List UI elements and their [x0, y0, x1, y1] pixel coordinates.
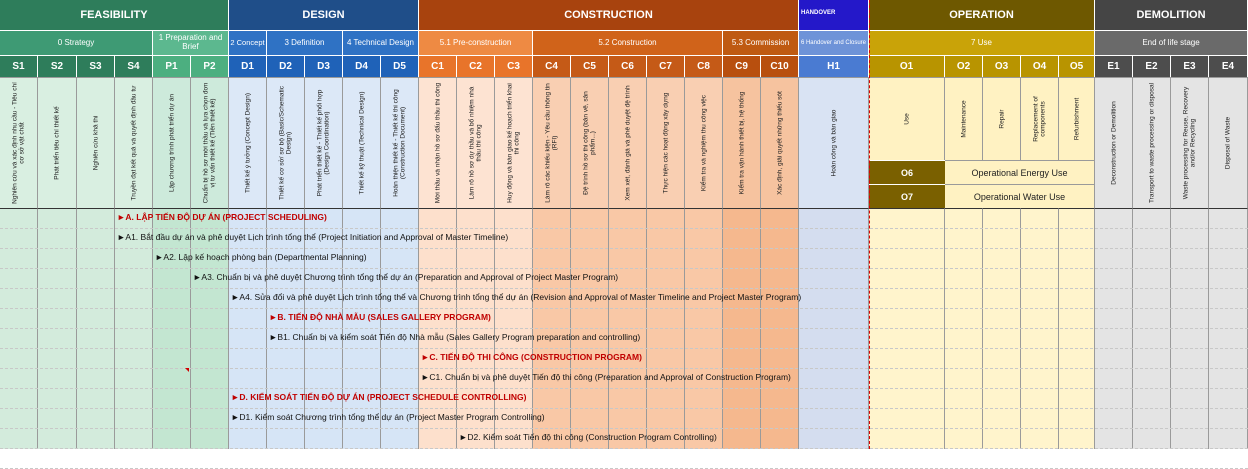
- column-code: C9: [723, 55, 761, 77]
- stage-header: 5.2 Construction: [533, 30, 723, 55]
- column-description-text: Use: [902, 113, 910, 125]
- activity-item: ►A1. Bắt đầu dự án và phê duyệt Lịch trình tổng thể (Project Initiation and Approval of Master Timeline): [117, 232, 509, 242]
- stage-header: 1 Preparation and Brief: [153, 30, 229, 55]
- column-description-text: Thiết kế kỹ thuật (Technical Design): [357, 91, 365, 195]
- column-description: [1095, 77, 1133, 208]
- column-description: [1059, 77, 1095, 160]
- column-description-text: Thực hiện các hoạt động xây dựng: [661, 92, 669, 194]
- column-code: O3: [983, 55, 1021, 77]
- column-description-text: Disposal of Waste: [1224, 116, 1232, 170]
- column-code: E1: [1095, 55, 1133, 77]
- column-description-text: Repair: [997, 109, 1005, 129]
- row-gridline: [0, 388, 1248, 389]
- column-description-text: Hoàn công và bàn giao: [829, 109, 837, 177]
- column-description-text: Làm rõ hồ sơ dự thầu và bổ nhiệm nhà thầu thi công: [468, 86, 483, 200]
- column-code: C10: [761, 55, 799, 77]
- column-code: S3: [77, 55, 115, 77]
- column-description: [1209, 77, 1248, 208]
- column-description: [1171, 77, 1209, 208]
- column-description-text: Thiết kế ý tưởng (Concept Design): [243, 92, 251, 194]
- note-marker: [185, 368, 189, 372]
- column-description: [457, 77, 495, 208]
- operation-label: Operational Energy Use: [945, 160, 1095, 184]
- section-heading: ►A. LẬP TIẾN ĐỘ DỰ ÁN (PROJECT SCHEDULING): [117, 212, 327, 222]
- column-code: S1: [0, 55, 38, 77]
- column-code: D4: [343, 55, 381, 77]
- column-description-text: Kiểm tra và nghiệm thu công việc: [699, 94, 707, 192]
- column-description-text: Transport to waste processing or disposal: [1147, 82, 1155, 204]
- section-heading: ►B. TIẾN ĐỘ NHÀ MẪU (SALES GALLERY PROGRAM): [269, 312, 491, 322]
- column-code: H1: [799, 55, 869, 77]
- phase-header: DEMOLITION: [1095, 0, 1248, 30]
- column-description: [267, 77, 305, 208]
- column-code: E4: [1209, 55, 1248, 77]
- column-code: C6: [609, 55, 647, 77]
- column-description-text: Hoàn thiện thiết kế - Thiết kế thi công (Construction Document): [392, 89, 407, 197]
- row-gridline: [0, 308, 1248, 309]
- column-description-text: Mời thầu và nhận hồ sơ đấu thầu thi công: [433, 82, 441, 204]
- column-code: S4: [115, 55, 153, 77]
- column-code: C3: [495, 55, 533, 77]
- column-description: [381, 77, 419, 208]
- stage-header: End of life stage: [1095, 30, 1248, 55]
- activity-item: ►D2. Kiểm soát Tiến độ thi công (Construction Program Controlling): [459, 432, 717, 442]
- column-description: [305, 77, 343, 208]
- column-description-text: Nghiên cứu khả thi: [91, 115, 99, 171]
- column-description-text: Refurbishment: [1072, 97, 1080, 141]
- column-description-text: Làm rõ các khiếu kiện - Yêu cầu thông tin (RFI): [544, 83, 559, 203]
- column-description: [38, 77, 77, 208]
- column-description-text: Thiết kế cơ sở/ sơ bộ (Basic/Schematic Design): [278, 86, 293, 200]
- column-code: C7: [647, 55, 685, 77]
- activity-item: ►A4. Sửa đổi và phê duyệt Lịch trình tổng thể và Chương trình tổng thể dự án (Revision and Approval of Master Timeline and Project Master Program): [231, 292, 802, 302]
- column-code: C2: [457, 55, 495, 77]
- column-description: [533, 77, 571, 208]
- column-code: P1: [153, 55, 191, 77]
- column-description-text: Phát triển tiêu chí thiết kế: [53, 106, 61, 180]
- column-description: [723, 77, 761, 208]
- column-description: [0, 77, 38, 208]
- operation-code: O7: [869, 184, 945, 208]
- column-code: D1: [229, 55, 267, 77]
- column-description-text: Replacement of components: [1032, 96, 1047, 142]
- column-description: [1133, 77, 1171, 208]
- row-gridline: [0, 248, 1248, 249]
- row-gridline: [0, 288, 1248, 289]
- stage-header: 6 Handover and Closure: [799, 30, 869, 55]
- column-description: [229, 77, 267, 208]
- column-description: [77, 77, 115, 208]
- column-description-text: Huy động và bàn giao kế hoạch triển khai thi công: [506, 83, 521, 203]
- column-description-text: Deconstruction or Demolition: [1109, 101, 1117, 185]
- section-heading: ►D. KIỂM SOÁT TIẾN ĐỘ DỰ ÁN (PROJECT SCHEDULE CONTROLLING): [231, 392, 527, 402]
- activity-item: ►D1. Kiểm soát Chương trình tổng thể dự án (Project Master Program Controlling): [231, 412, 545, 422]
- row-gridline: [0, 328, 1248, 329]
- column-code: O1: [869, 55, 945, 77]
- column-description-text: Truyền đạt kết quả và quyết định đầu tư: [129, 85, 137, 201]
- phase-header: FEASIBILITY: [0, 0, 229, 30]
- phase-header: DESIGN: [229, 0, 419, 30]
- column-description-text: Nghiên cứu và xác định nhu cầu - Tiêu chí cơ sở vật chất: [11, 82, 26, 204]
- section-heading: ►C. TIẾN ĐỘ THI CÔNG (CONSTRUCTION PROGRAM): [421, 352, 642, 362]
- column-description: [495, 77, 533, 208]
- column-description: [647, 77, 685, 208]
- column-description-text: Kiểm tra vận hành thiết bị, hệ thống: [737, 91, 745, 195]
- operation-label: Operational Water Use: [945, 184, 1095, 208]
- activity-item: ►C1. Chuẩn bị và phê duyệt Tiến độ thi công (Preparation and Approval of Construction Program): [421, 372, 791, 382]
- stage-header: 5.3 Commission: [723, 30, 799, 55]
- row-gridline: [0, 268, 1248, 269]
- column-description: [191, 77, 229, 208]
- column-code: D2: [267, 55, 305, 77]
- row-gridline: [0, 348, 1248, 349]
- activity-item: ►B1. Chuẩn bị và kiểm soát Tiến độ Nhà mẫu (Sales Gallery Program preparation and controlling): [269, 332, 641, 342]
- column-code: S2: [38, 55, 77, 77]
- column-description-text: Chuẩn bị hồ sơ mời thầu và lựa chọn đơn vị tư vấn thiết kế (Tiền thiết kế): [202, 82, 217, 204]
- column-code: C4: [533, 55, 571, 77]
- stage-header: 3 Definition: [267, 30, 343, 55]
- column-description: [609, 77, 647, 208]
- column-description: [153, 77, 191, 208]
- column-code: O2: [945, 55, 983, 77]
- column-description: [419, 77, 457, 208]
- column-description: [571, 77, 609, 208]
- column-code: D3: [305, 55, 343, 77]
- stage-header: 0 Strategy: [0, 30, 153, 55]
- column-code: C8: [685, 55, 723, 77]
- column-description: [869, 77, 945, 160]
- column-description: [761, 77, 799, 208]
- column-code: C1: [419, 55, 457, 77]
- column-description: [1021, 77, 1059, 160]
- row-gridline: [0, 408, 1248, 409]
- activity-item: ►A3. Chuẩn bị và phê duyệt Chương trình tổng thể dự án (Preparation and Approval of Project Master Program): [193, 272, 619, 282]
- stage-header: 4 Technical Design: [343, 30, 419, 55]
- phase-header: OPERATION: [869, 0, 1095, 30]
- column-description-text: Lập chương trình phát triển dự án: [167, 94, 175, 192]
- phase-header: HANDOVER: [799, 0, 869, 30]
- stage-header: 2 Concept: [229, 30, 267, 55]
- column-description: [115, 77, 153, 208]
- column-description-text: Phát triển thiết kế - Thiết kế phối hợp (Design Coordination): [316, 89, 331, 197]
- activity-item: ►A2. Lập kế hoạch phòng ban (Departmental Planning): [155, 252, 367, 262]
- row-gridline: [0, 228, 1248, 229]
- column-description-text: Maintenance: [959, 100, 967, 138]
- column-code: O5: [1059, 55, 1095, 77]
- column-description-text: Đệ trình hồ sơ thi công (bản vẽ, sản phẩm...): [582, 91, 597, 195]
- stage-header: 5.1 Pre-construction: [419, 30, 533, 55]
- column-code: E3: [1171, 55, 1209, 77]
- column-code: C5: [571, 55, 609, 77]
- column-code: P2: [191, 55, 229, 77]
- column-code: O4: [1021, 55, 1059, 77]
- column-code: E2: [1133, 55, 1171, 77]
- column-code: D5: [381, 55, 419, 77]
- column-description: [685, 77, 723, 208]
- column-description-text: Xác định, giải quyết những thiếu sót: [775, 91, 783, 195]
- row-gridline: [0, 428, 1248, 429]
- column-description: [945, 77, 983, 160]
- stage-header: 7 Use: [869, 30, 1095, 55]
- column-description: [343, 77, 381, 208]
- phase-header: CONSTRUCTION: [419, 0, 799, 30]
- column-description-text: Waste processing for Reuse, Recovery and/or Recycling: [1182, 86, 1197, 200]
- column-description: [983, 77, 1021, 160]
- column-description: [799, 77, 869, 208]
- operation-code: O6: [869, 160, 945, 184]
- column-description-text: Xem xét, đánh giá và phê duyệt đệ trình: [623, 85, 631, 201]
- phase-divider-line: [869, 0, 870, 449]
